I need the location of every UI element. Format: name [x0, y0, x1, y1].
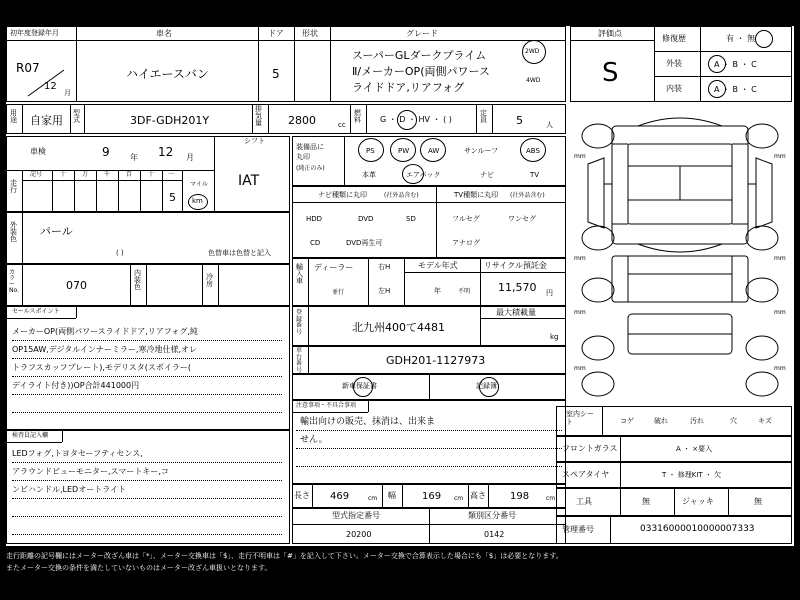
- spare-tire-value: T ・ 修理KIT ・ 欠: [662, 471, 722, 479]
- interior-a-circle: [708, 80, 726, 98]
- mileage-col-1k: 千: [104, 171, 111, 178]
- sheet-burn: コゲ: [620, 417, 634, 425]
- grade-line-2: Ⅱ/メーカーOP(両側パワース: [352, 65, 490, 78]
- fuel-label: 燃料: [354, 109, 361, 124]
- inspector-line-1: LEDフォグ,トヨタセーフティセンス,: [12, 449, 143, 458]
- notes-line-1: 輸出向けの販売、抹消は、出来ま: [300, 417, 436, 427]
- tv-analog: アナログ: [452, 239, 480, 247]
- color-no-value: 070: [66, 279, 87, 292]
- inspector-label: 検査員記入欄: [12, 432, 49, 439]
- tv-type-label: TV種類に丸印: [454, 191, 499, 199]
- tv-fullseg: フルセグ: [452, 215, 480, 223]
- shift-label: シフト: [244, 137, 265, 145]
- length-label: 長さ: [294, 491, 310, 500]
- interior-color-label: 内装色: [134, 269, 141, 291]
- length-value: 469: [330, 491, 350, 502]
- tread-mm-1: mm: [574, 153, 586, 160]
- body-label: 形状: [302, 29, 318, 38]
- sheet-hole: 穴: [730, 417, 737, 425]
- person-unit: 人: [546, 121, 553, 129]
- recycle-label: リサイクル預託金: [484, 261, 547, 270]
- km-label: km: [192, 197, 203, 205]
- record-book: 記録簿: [476, 382, 497, 390]
- import-label: 輸入車: [296, 263, 303, 285]
- interior-grade-label: 内装: [666, 84, 682, 93]
- equip-sunroof: サンルーフ: [464, 147, 499, 155]
- mileage-col-1: 一: [168, 171, 175, 178]
- cc-unit: cc: [338, 121, 346, 129]
- type-value: 3DF-GDH201Y: [130, 114, 210, 127]
- score-value: S: [602, 58, 619, 88]
- import-left-h: 左H: [378, 287, 391, 295]
- sales-point-line-2: OP15AW,デジタルインナーミラー,寒冷地仕様,オレ: [12, 345, 197, 354]
- equip-airbag: エアバック: [406, 171, 441, 179]
- doors-label: ドア: [268, 29, 284, 38]
- mileage-col-code: 記号: [30, 171, 43, 178]
- mileage-col-100k: 十: [60, 171, 67, 178]
- tread-mm-8: mm: [774, 365, 786, 372]
- equip-aw: AW: [428, 147, 440, 155]
- sales-point-label: セールスポイント: [12, 308, 60, 315]
- front-glass-label: フロントガラス: [562, 444, 618, 453]
- front-glass-value: A ・ ×要入: [676, 445, 713, 453]
- repair-options: 有 ・ 無: [726, 34, 756, 43]
- chassis-label: 車台番号: [296, 347, 303, 374]
- mileage-col-10k: 万: [82, 171, 89, 178]
- category-label: 類別区分番号: [468, 511, 516, 520]
- navi-sd: SD: [406, 215, 416, 223]
- navi-dvd: DVD: [358, 215, 374, 223]
- equip-tv: TV: [530, 171, 540, 179]
- tread-mm-4: mm: [774, 255, 786, 262]
- grade-label: グレード: [406, 29, 438, 38]
- equipment-sub-label: (純正のみ): [296, 165, 325, 172]
- notes-line-2: せん。: [300, 435, 328, 445]
- tread-mm-2: mm: [774, 153, 786, 160]
- tools-label: 工具: [576, 497, 592, 506]
- exterior-grade-label: 外装: [666, 59, 682, 68]
- new-car-warranty: 新車保証書: [342, 382, 377, 390]
- inspector-line-3: ンビハンドル,LEDオートライト: [12, 485, 126, 494]
- kg-unit: kg: [550, 333, 559, 341]
- model-year-unknown: 不明: [458, 288, 471, 295]
- tv-type-sub: (社外品含む): [510, 192, 545, 199]
- repair-label: 修復歴: [662, 34, 686, 43]
- chassis-value: GDH201-1127973: [386, 354, 486, 367]
- fuel-options: G ・ D ・ HV ・ ( ): [380, 115, 452, 124]
- jack-value: 無: [754, 497, 762, 506]
- displacement-label: 排気量: [255, 105, 262, 127]
- car-name: ハイエースバン: [126, 67, 209, 81]
- repair-none-circle: [755, 30, 773, 48]
- doors-value: 5: [272, 67, 280, 81]
- new-car-warranty-circle: [353, 377, 373, 397]
- first-reg-month: 12: [44, 81, 57, 92]
- equip-navi: ナビ: [480, 171, 494, 179]
- car-name-label: 車名: [156, 29, 172, 38]
- capacity-label: 定員: [480, 109, 487, 124]
- usage-value: 自家用: [30, 114, 63, 127]
- type-designation-value: 20200: [346, 530, 372, 539]
- grade-line-1: スーパーGLダークプライム: [352, 49, 487, 62]
- grade-line-3: ライドドア,リアフォグ: [352, 81, 465, 94]
- spare-tire-label: スペアタイヤ: [562, 470, 610, 479]
- notes-label: 注意事項・不具合事項: [296, 402, 357, 409]
- header-row: [6, 26, 566, 102]
- mileage-value: 5: [169, 191, 176, 204]
- sales-point-line-3: トラフスカッフプレート),モデリスタ(スポイラー(: [12, 363, 192, 372]
- navi-type-label: ナビ種類に丸印: [318, 191, 367, 199]
- fuel-diesel-circle: [397, 110, 417, 130]
- first-reg-label: 初年度登録年月: [10, 29, 59, 37]
- navi-dvd-play: DVD再生可: [346, 239, 383, 247]
- month-unit: 月: [64, 89, 71, 97]
- sheet-stain: 汚れ: [690, 417, 704, 425]
- inspector-line-2: アラウンドビューモニター,スマートキー,コ: [12, 467, 169, 476]
- equip-abs-circle: [520, 138, 546, 162]
- mileage-col-10: 十: [148, 171, 155, 178]
- tv-oneseg: ワンセグ: [508, 215, 536, 223]
- tread-mm-5: mm: [574, 309, 586, 316]
- exterior-color-value: パール: [40, 225, 73, 238]
- registration-label: 登録番号: [296, 309, 303, 336]
- equip-pw: PW: [398, 147, 410, 155]
- exterior-a-circle: [708, 55, 726, 73]
- tools-value: 無: [642, 497, 650, 506]
- sales-point-line-1: メーカーOP(両側パワースライドドア,リアフォグ,純: [12, 327, 198, 336]
- mileage-label: 走行: [10, 179, 17, 194]
- height-value: 198: [510, 491, 530, 502]
- import-right-h: 右H: [378, 263, 391, 271]
- height-unit: cm: [546, 495, 556, 502]
- capacity-value: 5: [516, 114, 523, 127]
- drive-4wd: 4WD: [526, 77, 541, 84]
- usage-label: 用途: [10, 109, 17, 124]
- inspection-month: 12: [158, 145, 174, 159]
- model-year-unit: 年: [434, 287, 441, 295]
- color-change-paren: ( ): [116, 249, 124, 257]
- car-outline-diagram: [568, 104, 792, 406]
- tread-mm-6: mm: [774, 309, 786, 316]
- score-label: 評価点: [598, 29, 622, 38]
- type-label: 型式: [73, 109, 80, 124]
- navi-cd: CD: [310, 239, 321, 247]
- type-designation-label: 型式指定番号: [332, 511, 380, 520]
- management-value: 03316000010000007333: [640, 524, 755, 534]
- inspection-year-unit: 年: [130, 153, 138, 162]
- auction-sheet: [6, 26, 794, 546]
- width-label: 幅: [388, 491, 396, 500]
- registration-value: 北九州400て4481: [352, 321, 445, 334]
- equipment-label-2: 丸印: [296, 153, 310, 161]
- color-no-block: [6, 264, 290, 306]
- import-dealer: ディーラー: [314, 263, 354, 272]
- exterior-grade-options: A ・ B ・ C: [714, 60, 757, 69]
- damage-diagram: [568, 104, 792, 406]
- mile-label: マイル: [190, 181, 208, 188]
- interior-sheet-label: 室内シート: [566, 410, 594, 427]
- navi-type-sub: (社外品含む): [384, 192, 419, 199]
- cooler-label: 冷房: [206, 273, 213, 288]
- equip-pw-circle: [390, 138, 416, 162]
- footer-note-2: またメーター交換の条件を満たしていないものはメーター改ざん車扱いとなります。: [6, 564, 272, 572]
- model-year-label: モデル年式: [418, 261, 458, 270]
- equipment-label-1: 装備品に: [296, 143, 324, 151]
- equip-airbag-circle: [402, 164, 424, 184]
- shift-value: IAT: [238, 173, 260, 189]
- width-value: 169: [422, 491, 442, 502]
- interior-grade-options: A ・ B ・ C: [714, 85, 757, 94]
- record-book-circle: [479, 377, 499, 397]
- equip-leather: 本革: [362, 171, 376, 179]
- equip-aw-circle: [420, 138, 446, 162]
- equip-ps-circle: [358, 138, 384, 162]
- sheet-tear: 破れ: [654, 417, 668, 425]
- tread-mm-7: mm: [574, 365, 586, 372]
- equip-abs: ABS: [526, 147, 540, 155]
- equip-ps: PS: [366, 147, 375, 155]
- recycle-value: 11,570: [498, 281, 537, 294]
- import-parallel: 並行: [332, 289, 345, 296]
- first-reg-era: R07: [16, 61, 40, 75]
- tread-mm-3: mm: [574, 255, 586, 262]
- drive-2wd: 2WD: [525, 48, 540, 55]
- max-load-label: 最大積載量: [496, 308, 536, 317]
- inspection-month-unit: 月: [186, 153, 194, 162]
- height-label: 高さ: [470, 491, 486, 500]
- sheet-scratch: キズ: [758, 417, 772, 425]
- length-unit: cm: [368, 495, 378, 502]
- footer-note-1: 走行距離の記号欄にはメーター改ざん車は「*」、メーター交換車は「$」、走行不明車は「#」を記入して下さい。メーター交換で合算表示した場合にも「$」は必要となります。: [6, 552, 563, 560]
- management-label: 管理番号: [562, 525, 594, 534]
- navi-hdd: HDD: [306, 215, 323, 223]
- displacement-value: 2800: [288, 114, 316, 127]
- sales-point-line-4: デイライト付き))OP合計441000円: [12, 381, 140, 390]
- width-unit: cm: [454, 495, 464, 502]
- exterior-color-label: 外装色: [10, 221, 17, 243]
- color-change-note: 色替車は色替と記入: [208, 249, 271, 257]
- inspection-year: 9: [102, 145, 110, 159]
- mileage-col-100: 百: [126, 171, 133, 178]
- color-no-label: カラーNo.: [9, 269, 19, 294]
- yen-unit: 円: [546, 289, 553, 297]
- jack-label: ジャッキ: [682, 497, 714, 506]
- inspection-label: 車検: [30, 147, 46, 156]
- category-value: 0142: [484, 530, 505, 539]
